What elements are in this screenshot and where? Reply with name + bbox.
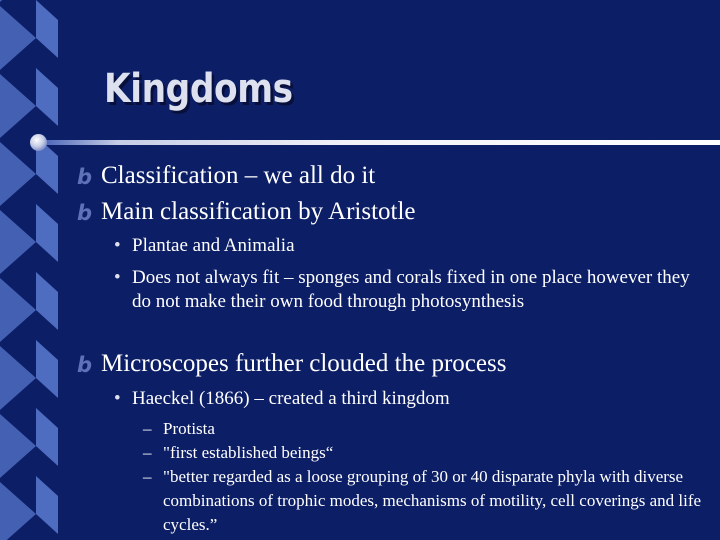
bullet-item <box>77 350 697 378</box>
sub-bullet-text: Plantae and Animalia <box>132 235 295 256</box>
b-wingding-bullet-icon: b <box>77 201 93 225</box>
sub-sub-bullet-item <box>143 417 703 441</box>
stripe-bar <box>36 272 58 330</box>
sub-bullet-text: Haeckel (1866) – created a third kingdom <box>132 388 450 409</box>
sub-sub-bullet-item <box>143 441 703 465</box>
sub-sub-bullet-text: Protista <box>163 419 215 438</box>
dash-marker: – <box>143 467 152 486</box>
stripe-bar <box>36 476 58 534</box>
stripe-arrow <box>0 346 36 410</box>
stripe-bars <box>36 0 58 540</box>
sub-sub-bullet-item <box>143 465 703 537</box>
bullet-text: Microscopes further clouded the process <box>101 350 507 377</box>
sub-sub-bullet-text: "better regarded as a loose grouping of 30 or 40 disparate phyla with diverse combinations of trophic modes, mechanisms of motility, cell coverings and life cycles.” <box>163 467 702 534</box>
b-wingding-bullet-icon: b <box>77 353 93 377</box>
sub-sub-bullet-text: "first established beings“ <box>163 443 334 462</box>
title-underline-cap <box>30 134 47 151</box>
stripe-arrow <box>0 142 36 206</box>
stripe-bar <box>36 68 58 126</box>
dot-marker: • <box>114 388 121 409</box>
stripe-arrow <box>0 6 36 70</box>
slide-title: Kingdoms <box>104 66 293 112</box>
bullet-text: Main classification by Aristotle <box>101 198 416 225</box>
bullet-item <box>77 198 697 226</box>
stripe-arrow <box>0 414 36 478</box>
sub-bullet-item <box>113 266 713 314</box>
stripe-bar <box>36 340 58 398</box>
stripe-arrow <box>0 0 36 2</box>
dot-marker: • <box>114 235 121 256</box>
stripe-bar <box>36 0 58 58</box>
stripe-arrows <box>0 0 36 540</box>
dot-marker: • <box>114 267 121 288</box>
stripe-arrow <box>0 278 36 342</box>
title-underline <box>36 140 720 145</box>
stripe-bar <box>36 204 58 262</box>
bullet-item <box>77 162 697 190</box>
dash-marker: – <box>143 443 152 462</box>
stripe-arrow <box>0 482 36 540</box>
sub-bullet-item <box>113 234 713 258</box>
b-wingding-bullet-icon: b <box>77 165 93 189</box>
bullet-text: Classification – we all do it <box>101 162 376 189</box>
stripe-bar <box>36 408 58 466</box>
stripe-arrow <box>0 210 36 274</box>
sub-bullet-item <box>113 387 713 411</box>
dash-marker: – <box>143 419 152 438</box>
sub-bullet-text: Does not always fit – sponges and corals fixed in one place however they do not make their own food through photosynthesis <box>132 267 690 312</box>
stripe-arrow <box>0 74 36 138</box>
